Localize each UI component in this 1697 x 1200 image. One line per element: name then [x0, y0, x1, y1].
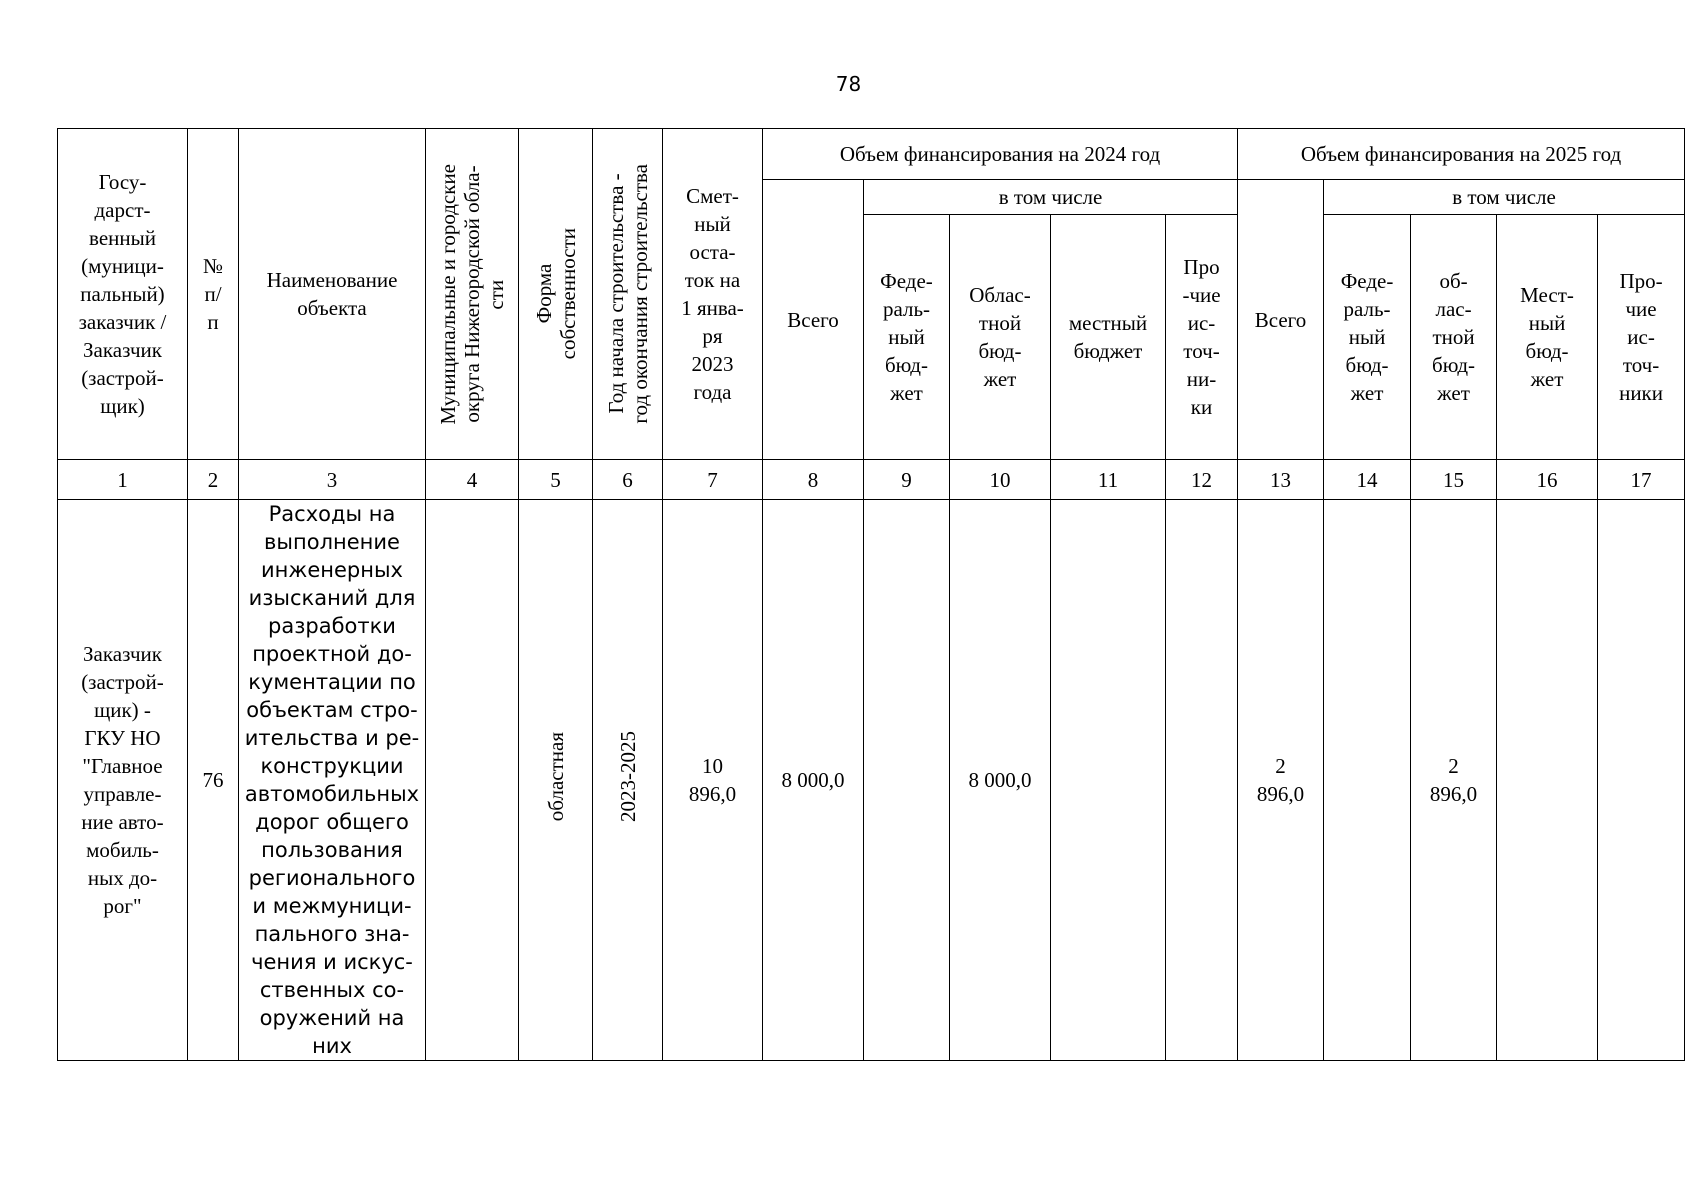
header-local-2024: местный бюджет	[1051, 215, 1166, 460]
column-number-row	[58, 460, 1685, 500]
header-other-2025: Про- чие ис- точ- ники	[1598, 215, 1685, 460]
column-number: 14	[1324, 460, 1411, 500]
header-total-2024: Всего	[763, 180, 864, 460]
page-number: 78	[835, 72, 862, 96]
capital-investment-table	[57, 128, 1685, 1061]
header-row-number: № п/ п	[188, 129, 239, 460]
header-other-2024: Про -чие ис- точ- ни- ки	[1166, 215, 1238, 460]
cell-construction-years-text: 2023-2025	[615, 731, 640, 822]
header-federal-2025: Феде- раль- ный бюд- жет	[1324, 215, 1411, 460]
column-number: 11	[1051, 460, 1166, 500]
header-object-name: Наименование объекта	[239, 129, 426, 460]
column-number: 10	[950, 460, 1051, 500]
header-municipal-district-text: Муниципальные и городские округа Нижегородской обла- сти	[436, 163, 508, 425]
cell-municipal-district	[426, 500, 519, 1061]
column-number: 5	[519, 460, 593, 500]
cell-other-2025	[1598, 500, 1685, 1061]
cell-object-name: Расходы на выполнение инженерных изысканий для разработки проектной до- кументации по объектам стро- ительства и ре- конструкции автомобильных дорог общего пользования регионального и межмуници- пального зна- чения и искус- ственных со- оружений на них	[239, 500, 426, 1061]
column-number: 1	[58, 460, 188, 500]
header-regional-2025: об- лас- тной бюд- жет	[1411, 215, 1497, 460]
cell-ownership-text: областная	[543, 731, 568, 822]
column-number: 13	[1238, 460, 1324, 500]
cell-local-2024	[1051, 500, 1166, 1061]
column-number: 17	[1598, 460, 1685, 500]
cell-federal-2024	[864, 500, 950, 1061]
header-federal-2024: Феде- раль- ный бюд- жет	[864, 215, 950, 460]
column-number: 15	[1411, 460, 1497, 500]
column-number: 7	[663, 460, 763, 500]
header-row-1	[58, 129, 1685, 180]
column-number: 4	[426, 460, 519, 500]
header-including-2025: в том числе	[1324, 180, 1685, 215]
cell-local-2025	[1497, 500, 1598, 1061]
column-number: 12	[1166, 460, 1238, 500]
cell-row-number: 76	[188, 500, 239, 1061]
cell-total-2024: 8 000,0	[763, 500, 864, 1061]
column-number: 6	[593, 460, 663, 500]
header-including-2024: в том числе	[864, 180, 1238, 215]
column-number: 2	[188, 460, 239, 500]
header-regional-2024: Облас- тной бюд- жет	[950, 215, 1051, 460]
cell-regional-2025: 2 896,0	[1411, 500, 1497, 1061]
column-number: 9	[864, 460, 950, 500]
header-construction-years-text: Год начала строительства - год окончания строительства	[603, 164, 652, 424]
cell-ownership	[519, 500, 593, 1061]
header-local-2025: Мест- ный бюд- жет	[1497, 215, 1598, 460]
cell-estimated-balance: 10 896,0	[663, 500, 763, 1061]
header-funding-2025: Объем финансирования на 2025 год	[1238, 129, 1685, 180]
column-number: 8	[763, 460, 864, 500]
cell-construction-years	[593, 500, 663, 1061]
cell-total-2025: 2 896,0	[1238, 500, 1324, 1061]
header-ownership-text: Форма собственности	[531, 228, 580, 360]
column-number: 16	[1497, 460, 1598, 500]
table-row	[58, 500, 1685, 1061]
header-municipal-district	[426, 129, 519, 460]
cell-regional-2024: 8 000,0	[950, 500, 1051, 1061]
header-funding-2024: Объем финансирования на 2024 год	[763, 129, 1238, 180]
header-estimated-balance: Смет- ный оста- ток на 1 янва- ря 2023 года	[663, 129, 763, 460]
cell-federal-2025	[1324, 500, 1411, 1061]
column-number: 3	[239, 460, 426, 500]
header-ownership	[519, 129, 593, 460]
header-construction-years	[593, 129, 663, 460]
cell-other-2024	[1166, 500, 1238, 1061]
header-customer: Госу- дарст- венный (муници- пальный) заказчик / Заказчик (застрой- щик)	[58, 129, 188, 460]
cell-customer: Заказчик (застрой- щик) - ГКУ НО "Главное управле- ние авто- мобиль- ных до- рог"	[58, 500, 188, 1061]
header-total-2025: Всего	[1238, 180, 1324, 460]
